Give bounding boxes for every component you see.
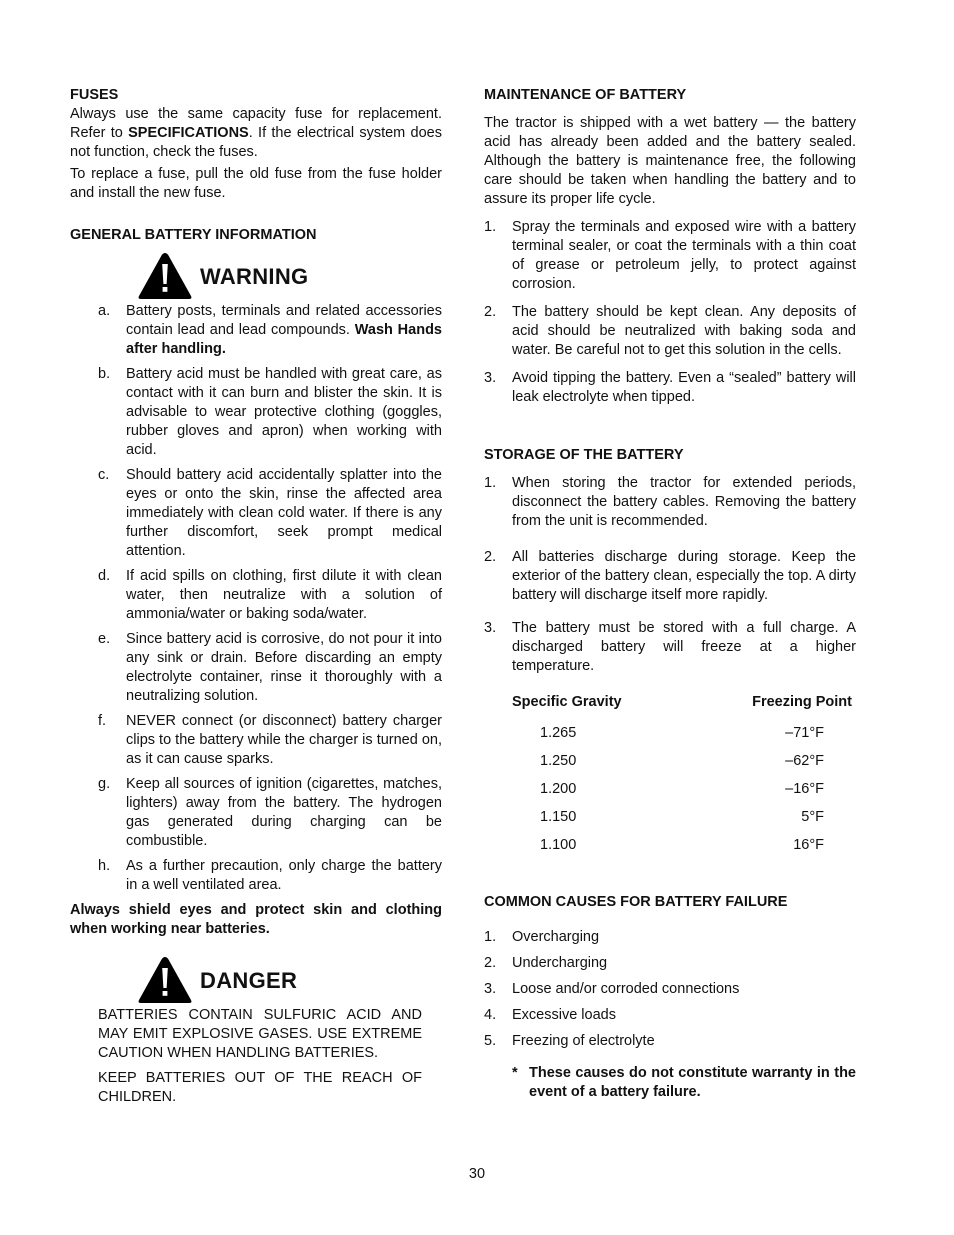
list-marker: f. — [98, 713, 107, 729]
list-text-body: Battery posts, terminals and related accessories contain lead and lead compounds. — [126, 303, 442, 338]
list-item — [484, 303, 856, 360]
danger-triangle-icon — [137, 955, 193, 1005]
table-row — [512, 752, 852, 771]
list-item — [484, 619, 856, 676]
list-item — [98, 567, 442, 624]
list-marker: a. — [98, 303, 111, 319]
list-item — [484, 954, 856, 973]
list-item — [484, 548, 856, 605]
list-item — [98, 712, 442, 769]
specific-gravity-cell: 1.100 — [540, 837, 577, 853]
fuses-paragraph-2: To replace a fuse, pull the old fuse from the fuse holder and install the new fuse. — [70, 166, 442, 201]
warranty-note — [512, 1064, 856, 1102]
table-row — [512, 808, 852, 827]
list-marker: 2. — [484, 304, 497, 320]
freezing-point-cell: 16°F — [793, 837, 824, 853]
specific-gravity-cell: 1.265 — [540, 725, 577, 741]
danger-paragraph-2: KEEP BATTERIES OUT OF THE REACH OF CHILDREN. — [98, 1070, 422, 1105]
maintenance-intro: The tractor is shipped with a wet battery — the battery acid has already been added and the battery sealed. Although the battery is maintenance free, the following care should be taken when handling the battery and to assure its proper life cycle. — [484, 115, 856, 207]
table-row — [512, 724, 852, 743]
battery-safety-list — [98, 302, 442, 895]
storage-list — [484, 474, 856, 676]
list-text: Should battery acid accidentally splatter into the eyes or onto the skin, rinse the affected area immediately with clean cold water. If there is any further discomfort, seek prompt medical attention. — [126, 467, 442, 559]
list-text: Overcharging — [512, 929, 600, 945]
list-text: Freezing of electrolyte — [512, 1033, 655, 1049]
table-row — [512, 836, 852, 855]
list-item — [484, 218, 856, 294]
list-marker: 1. — [484, 475, 497, 491]
list-item — [484, 980, 856, 999]
warning-triangle-icon — [137, 251, 193, 301]
list-text: NEVER connect (or disconnect) battery charger clips to the battery while the charger is turned on, as it can cause sparks. — [126, 713, 442, 767]
list-item — [98, 857, 442, 895]
freezing-point-header: Freezing Point — [752, 694, 852, 710]
specific-gravity-cell: 1.250 — [540, 753, 577, 769]
failure-heading: COMMON CAUSES FOR BATTERY FAILURE — [484, 894, 788, 910]
list-marker: d. — [98, 568, 111, 584]
list-text — [126, 302, 442, 359]
list-text: Spray the terminals and exposed wire with a battery terminal sealer, or coat the terminals with a thin coat of grease or petroleum jelly, to protect against corrosion. — [512, 219, 856, 292]
fuses-paragraph-1 — [70, 105, 442, 162]
note-asterisk: * — [512, 1065, 518, 1081]
danger-text — [98, 1006, 422, 1107]
list-item — [98, 775, 442, 851]
list-marker: b. — [98, 366, 111, 382]
storage-heading: STORAGE OF THE BATTERY — [484, 447, 684, 463]
freezing-point-cell: 5°F — [801, 809, 824, 825]
list-marker: 2. — [484, 955, 497, 971]
danger-banner — [137, 953, 442, 1007]
list-text: Avoid tipping the battery. Even a “sealed” battery will leak electrolyte when tipped. — [512, 370, 856, 405]
list-text: Excessive loads — [512, 1007, 616, 1023]
list-marker: 3. — [484, 981, 497, 997]
specific-gravity-cell: 1.200 — [540, 781, 577, 797]
warranty-note-text: These causes do not constitute warranty in the event of a battery failure. — [529, 1065, 856, 1100]
wash-hands-note: Wash Hands after handling. — [126, 322, 442, 357]
list-text: As a further precaution, only charge the battery in a well ventilated area. — [126, 858, 442, 893]
list-marker: c. — [98, 467, 110, 483]
list-item — [484, 1032, 856, 1051]
list-marker: 4. — [484, 1007, 497, 1023]
danger-paragraph-1: BATTERIES CONTAIN SULFURIC ACID AND MAY EMIT EXPLOSIVE GASES. USE EXTREME CAUTION WHEN HANDLING BATTERIES. — [98, 1007, 422, 1061]
list-item — [98, 365, 442, 460]
left-column — [70, 86, 442, 1107]
right-column — [484, 86, 856, 1102]
fuses-text: Always use the same capacity fuse for replacement. Refer to — [70, 106, 442, 141]
list-marker: 3. — [484, 620, 497, 636]
page-number: 30 — [468, 1166, 486, 1182]
freezing-point-cell: –71°F — [785, 725, 824, 741]
specifications-ref: SPECIFICATIONS — [128, 125, 249, 141]
warning-banner — [137, 249, 442, 303]
list-item — [484, 1006, 856, 1025]
list-item — [484, 369, 856, 407]
list-text: When storing the tractor for extended periods, disconnect the battery cables. Removing the battery from the unit is recommended. — [512, 475, 856, 529]
freezing-point-cell: –16°F — [785, 781, 824, 797]
list-marker: 1. — [484, 929, 497, 945]
list-item — [484, 474, 856, 531]
list-marker: g. — [98, 776, 111, 792]
table-header — [512, 693, 852, 712]
table-row — [512, 780, 852, 799]
maintenance-heading: MAINTENANCE OF BATTERY — [484, 87, 687, 103]
list-text: Since battery acid is corrosive, do not pour it into any sink or drain. Before discarding an empty electrolyte container, rinse it thoroughly with a neutralizing solution. — [126, 631, 442, 704]
warning-label: WARNING — [200, 263, 309, 289]
list-text: Battery acid must be handled with great care, as contact with it can burn and blister the skin. It is advisable to wear protective clothing (goggles, rubber gloves and apron) when working with acid. — [126, 366, 442, 458]
list-item — [98, 466, 442, 561]
list-marker: e. — [98, 631, 111, 647]
list-marker: 1. — [484, 219, 497, 235]
list-item — [98, 630, 442, 706]
list-text: The battery should be kept clean. Any deposits of acid should be neutralized with baking soda and water. Be careful not to get this solution in the cells. — [512, 304, 856, 358]
list-marker: h. — [98, 858, 111, 874]
list-text: The battery must be stored with a full charge. A discharged battery will freeze at a higher temperature. — [512, 620, 856, 674]
fuses-text: . If the electrical system does not function, check the fuses. — [70, 125, 442, 160]
general-battery-heading: GENERAL BATTERY INFORMATION — [70, 227, 317, 243]
list-text: All batteries discharge during storage. Keep the exterior of the battery clean, especially the top. A dirty battery will discharge itself more rapidly. — [512, 549, 856, 603]
list-text: Loose and/or corroded connections — [512, 981, 740, 997]
danger-label: DANGER — [200, 967, 298, 993]
maintenance-list — [484, 218, 856, 407]
fuses-heading: FUSES — [70, 87, 119, 103]
specific-gravity-cell: 1.150 — [540, 809, 577, 825]
freezing-point-table — [512, 693, 852, 855]
list-text: If acid spills on clothing, first dilute it with clean water, then neutralize with a solution of ammonia/water or baking soda/water. — [126, 568, 442, 622]
shield-note: Always shield eyes and protect skin and clothing when working near batteries. — [70, 902, 442, 937]
list-item — [484, 928, 856, 947]
list-item — [98, 302, 442, 359]
list-marker: 2. — [484, 549, 497, 565]
failure-list — [484, 928, 856, 1051]
list-text: Undercharging — [512, 955, 608, 971]
freezing-point-cell: –62°F — [785, 753, 824, 769]
specific-gravity-header: Specific Gravity — [512, 694, 622, 710]
list-marker: 5. — [484, 1033, 497, 1049]
list-marker: 3. — [484, 370, 497, 386]
list-text: Keep all sources of ignition (cigarettes, matches, lighters) away from the battery. The hydrogen gas generated during charging can be combustible. — [126, 776, 442, 849]
